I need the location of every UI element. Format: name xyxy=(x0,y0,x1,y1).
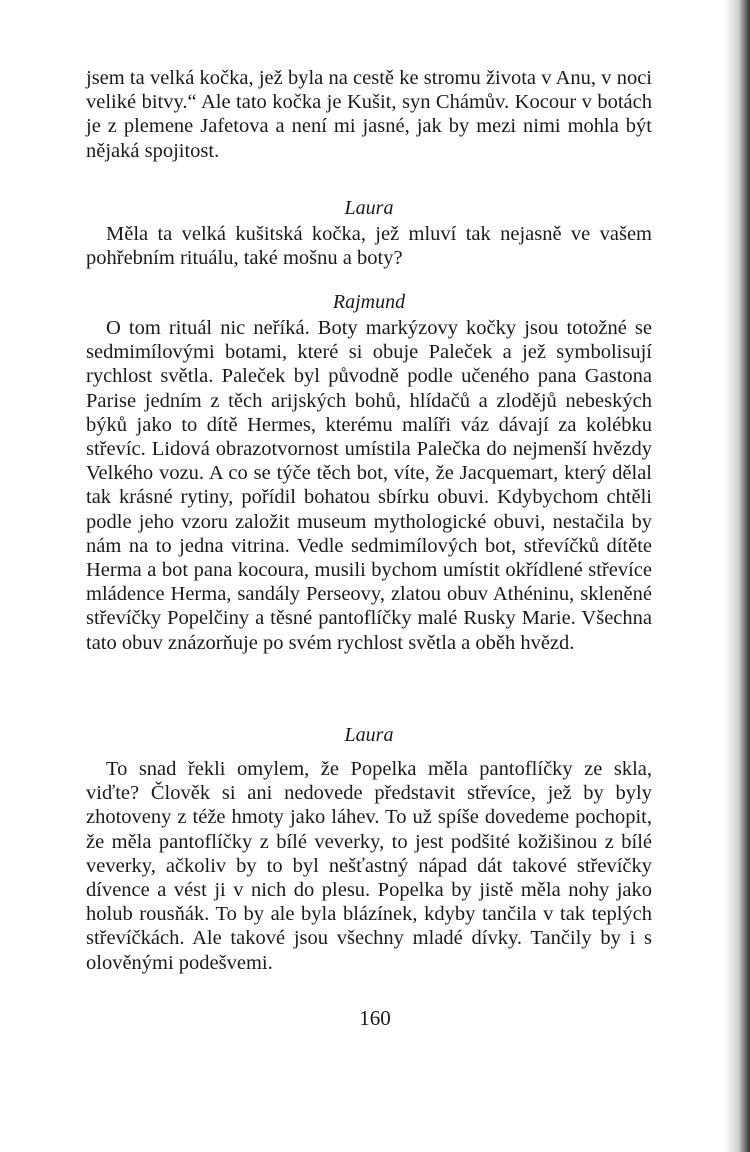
passage-continuation: jsem ta velká kočka, jež byla na cestě ke stromu života v Anu, v noci veliké bitvy.“ Ale tato kočka je Kušit, syn Chámův. Kocour v botách je z plemene Jafetova a není mi jasné, jak by mezi nimi mohla být nějaká spojitost. xyxy=(86,67,652,162)
speaker-rajmund: Rajmund xyxy=(332,291,406,313)
speaker-laura-2: Laura xyxy=(344,724,394,746)
passage-rajmund-answer: O tom rituál nic neříká. Boty markýzovy kočky jsou totožné se sedmimílovými botami, které si obuje Paleček a jež symbolisují rychlost světla. Paleček byl původně podle učeného pana Gastona Parise jedním z těch arijských bohů, hlídačů a zlodějů nebeských býků jako to dítě Hermes, kterému malíři váz dávají za kolébku střevíc. Lidová obrazotvornost umístila Palečka do nejmenší hvězdy Velkého vozu. A co se týče těch bot, víte, že Jacquemart, který dělal tak krásné rytiny, pořídil bohatou sbírku obuvi. Kdybychom chtěli podle jeho vzoru založit museum mythologické obuvi, nestačila by nám na to jedna vitrina. Vedle sedmimílových bot, střevíčků dítěte Herma a bot pana kocoura, musili bychom umístit okřídlené střevíce mládence Herma, sandály Perseovy, zlatou obuv Athéninu, skleněné střevíčky Popelčiny a těsné pantoflíčky malé Rusky Marie. Všechna tato obuv znázorňuje po svém rychlost světla a oběh hvězd. xyxy=(86,317,652,654)
speaker-laura: Laura xyxy=(344,197,394,219)
page-number: 160 xyxy=(359,1006,391,1030)
passage-laura-question: Měla ta velká kušitská kočka, jež mluví tak nejasně ve vašem pohřebním rituálu, také mošnu a boty? xyxy=(86,223,652,270)
page-edge-shadow xyxy=(724,0,750,1152)
passage-laura-reply: To snad řekli omylem, že Popelka měla pantoflíčky ze skla, viďte? Člověk si ani nedovede představit střevíce, jež by byly zhotoveny z téže hmoty jako láhev. To už spíše dovedeme pochopit, že měla pantoflíčky z bílé veverky, to jest podšité kožišinou z bílé veverky, ačkoliv by to byl nešťastný nápad dát takové střevíčky dívence a vést ji v nich do plesu. Popelka by jistě měla nohy jako holub rousňák. To by ale byla blázínek, kdyby tančila v tak teplých střevíčkách. Ale takové jsou všechny mladé dívky. Tančily by i s olověnými podešvemi. xyxy=(86,758,652,974)
